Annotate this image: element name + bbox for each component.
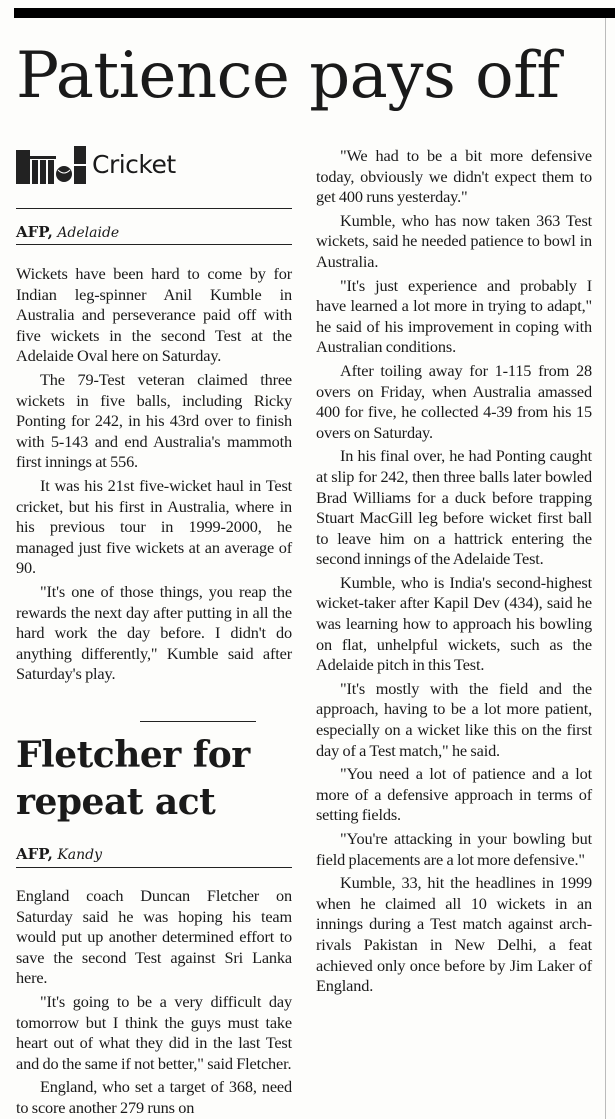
story2-column [16,886,292,1119]
paragraph: England coach Duncan Fletcher on Saturday said he was hoping his team would put up another determined effort to save the second Test against Sri Lanka here. [16,886,292,988]
story-divider [140,721,256,722]
paragraph: Kumble, who has now taken 363 Test wickets, said he needed patience to bowl in Australia. [316,210,592,271]
top-rule [14,8,615,18]
agency: AFP, [16,223,53,241]
paragraph: In his final over, he had Ponting caught at slip for 242, then three balls later bowled Brad Williams for a duck before trapping Stuart MacGill leg before wicket first ball to leave him on a hattrick entering the second innings of the Adelaide Test. [316,446,592,569]
paragraph: "It's going to be a very difficult day tomorrow but I think the guys must take heart out of what they did in the last Test and do the same if not better," said Fletcher. [16,991,292,1073]
dateline-rule [16,244,292,245]
dateline-story1 [16,222,119,243]
paragraph: After toiling away for 1-115 from 28 overs on Friday, when Australia amassed 400 for five, he collected 4-39 from his 15 overs on Saturday. [316,360,592,442]
place: Kandy [57,847,103,863]
paragraph: "It's one of those things, you reap the rewards the next day after putting in all the hard work the day before. I didn't do anything differently," Kumble said after Saturday's play. [16,581,292,684]
agency: AFP, [16,845,53,863]
dateline-story2 [16,844,102,865]
story1-column-1 [16,264,292,685]
story1-column-2 [316,146,592,997]
paragraph: "You need a lot of patience and a lot more of a defensive approach in terms of setting fields. [316,764,592,825]
section-label: Cricket [92,150,176,179]
paragraph: "We had to be a bit more defensive today, obviously we didn't expect them to get 400 runs yesterday." [316,146,592,207]
section-tag [16,146,216,184]
place: Adelaide [57,225,120,241]
story2-headline: Fletcher for repeat act [16,734,250,823]
dateline-rule [16,867,292,868]
section-rule [16,208,292,209]
paragraph: "It's just experience and probably I have learned a lot more in trying to adapt," he said of his improvement in coping with Australian conditions. [316,275,592,357]
paragraph: "It's mostly with the field and the approach, having to be a lot more patient, especially on a wicket like this on the first day of a Test match," he said. [316,678,592,760]
paragraph: Wickets have been hard to come by for Indian leg-spinner Anil Kumble in Australia and perseverance paid off with five wickets in the second Test at the Adelaide Oval here on Saturday. [16,264,292,366]
paragraph: England, who set a target of 368, need to score another 279 runs on [16,1077,292,1117]
headline: Patience pays off [16,39,560,113]
paragraph: Kumble, who is India's second-highest wicket-taker after Kapil Dev (434), said he was learning how to approach his bowling on flat, unhelpful wickets, such as the Adelaide pitch in this Test. [316,572,592,675]
page-edge-rule [605,18,606,1119]
paragraph: The 79-Test veteran claimed three wickets in five balls, including Ricky Ponting for 242, in his 43rd over to finish with 5-143 and end Australia's mammoth first innings at 556. [16,369,292,472]
paragraph: It was his 21st five-wicket haul in Test cricket, but his first in Australia, where in his previous tour in 1999-2000, he managed just five wickets at an average of 90. [16,475,292,578]
paragraph: "You're attacking in your bowling but field placements are a lot more defensive." [316,829,592,869]
paragraph: Kumble, 33, hit the headlines in 1999 when he claimed all 10 wickets in an innings during a Test match against arch-rivals Pakistan in New Delhi, a feat achieved only once before by Jim Laker of England. [316,873,592,996]
cricket-stumps-ball-icon [16,146,88,184]
